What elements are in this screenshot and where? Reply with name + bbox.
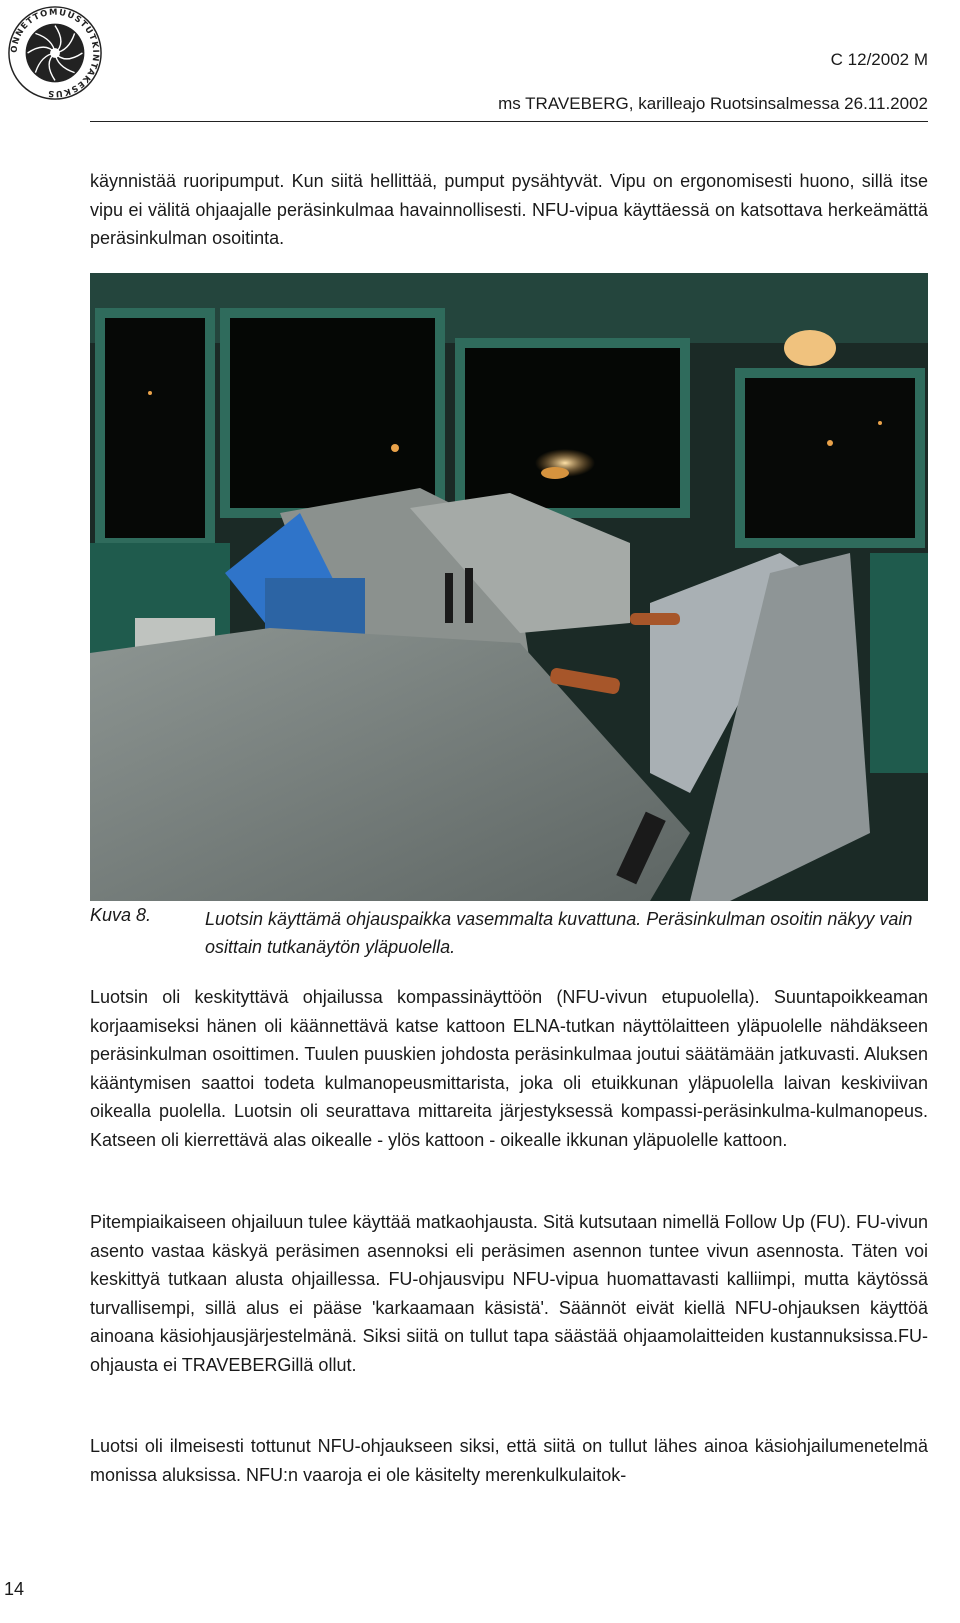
page-number: 14	[4, 1579, 25, 1599]
logo-ring-text: ONNETTOMUUSTUTKINTAKESKUS	[8, 6, 102, 100]
figure-label: Kuva 8.	[90, 905, 152, 925]
paragraph-1: käynnistää ruoripumput. Kun siitä hellittää, pumput pysähtyvät. Vipu on ergonomisesti huono, sillä itse vipu ei välitä ohjaajalle peräsinkulmaa havainnollisesti. NFU-vipua käyttäessä on katsottava herkeämättä peräsinkulman osoitinta.	[90, 171, 928, 249]
figure-caption: Luotsin käyttämä ohjauspaikka vasemmalta kuvattuna. Peräsinkulman osoitin näkyy vain osittain tutkanäytön yläpuolella.	[205, 909, 913, 957]
bridge-photo	[90, 273, 928, 901]
paragraph-2: Luotsin oli keskityttävä ohjailussa kompassinäyttöön (NFU-vivun etupuolella). Suuntapoikkeaman korjaamiseksi hänen oli käännettävä katse kattoon ELNA-tutkan näyttölaitteen yläpuolelle nähdäkseen peräsinkulman osoittimen. Tuulen puuskien johdosta peräsinkulmaa joutui säätämään jatkuvasti. Aluksen kääntymisen saattoi todeta kulmanopeusmittarista, joka oli etuikkunan yläpuolella laivan keskiviivan oikealla puolella. Luotsin oli seurattava mittareita järjestyksessä kompassi-peräsinkulma-kulmanopeus. Katseen oli kierrettävä alas oikealle - ylös kattoon - oikealle ikkunan yläpuolelle kattoon.	[90, 987, 928, 1150]
paragraph-3: Pitempiaikaiseen ohjailuun tulee käyttää matkaohjausta. Sitä kutsutaan nimellä Follow Up (FU). FU-vivun asento vastaa käskyä peräsimen asennoksi eli peräsimen asennon tuntee vivun asennosta. Täten voi keskittyä tutkaan alusta ohjaillessa. FU-ohjausvipu NFU-vipua huomattavasti kalliimpi, mutta käytössä turvallisempi, sillä alus ei pääse 'karkaamaan käsistä'. Säännöt eivät kiellä NFU-ohjauksen käyttöä ainoana käsiohjausjärjestelmänä. Siksi siitä on tullut tapa säästää ohjaamolaitteiden kustannuksissa.FU-ohjausta ei TRAVEBERGillä ollut.	[90, 1212, 928, 1375]
paragraph-4: Luotsi oli ilmeisesti tottunut NFU-ohjaukseen siksi, että siitä on tullut lähes ainoa käsiohjailumenetelmä monissa aluksissa. NFU:n vaaroja ei ole käsitelty merenkulkulaitok-	[90, 1436, 928, 1485]
agency-logo	[6, 4, 104, 102]
document-code: C 12/2002 M	[830, 50, 928, 69]
document-title: ms TRAVEBERG, karilleajo Ruotsinsalmessa 26.11.2002	[498, 94, 928, 113]
header-divider	[90, 121, 928, 122]
